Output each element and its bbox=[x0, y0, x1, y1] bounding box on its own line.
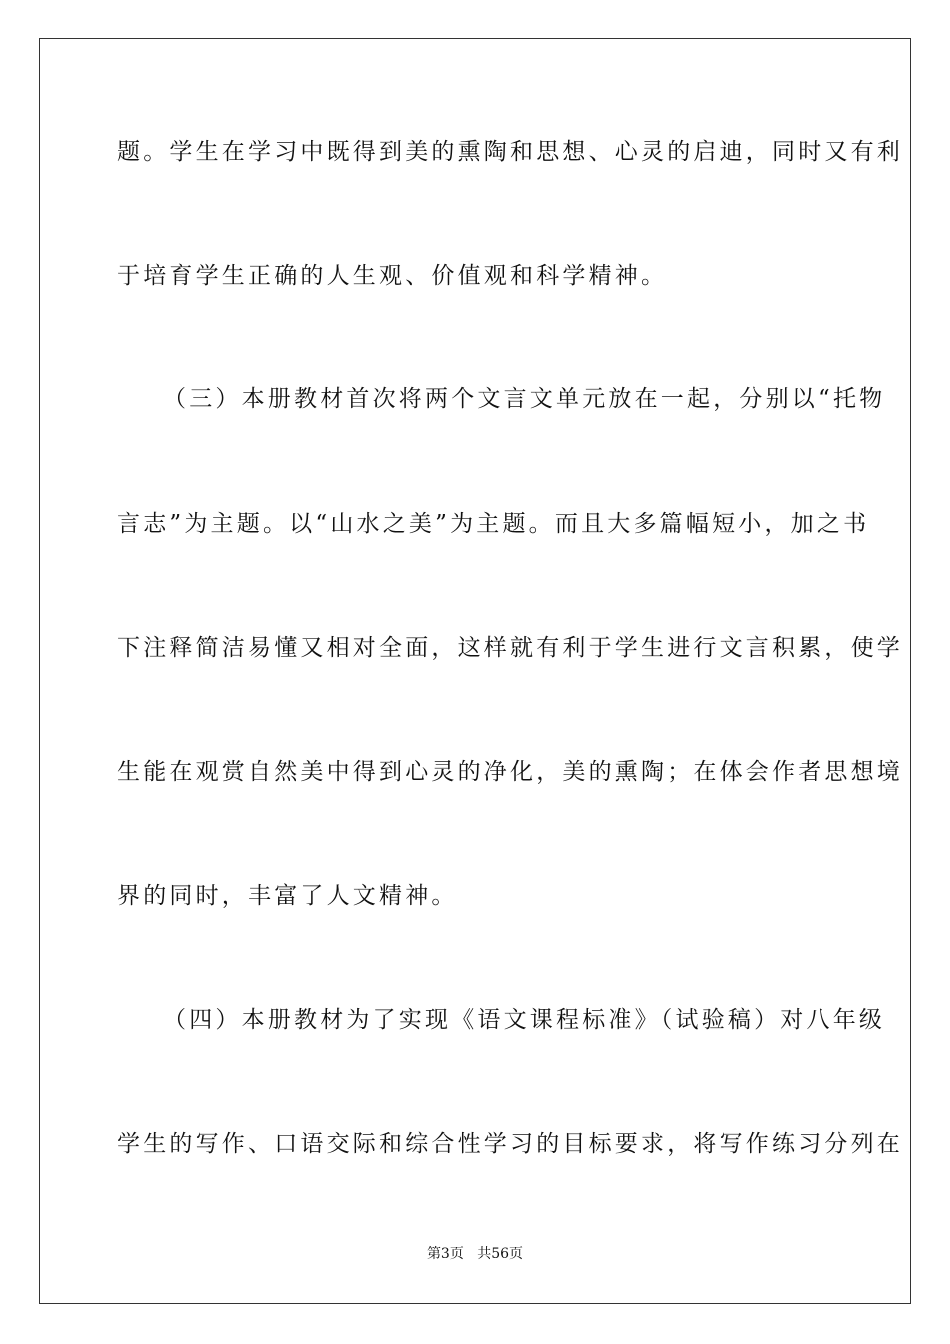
page-number: 第3页 bbox=[426, 1246, 464, 1262]
page-footer bbox=[0, 1244, 950, 1264]
page-total: 共56页 bbox=[477, 1246, 524, 1262]
text-line: 于培育学生正确的人生观、价值观和科学精神。 bbox=[117, 263, 668, 289]
paragraph-start-line: （三）本册教材首次将两个文言文单元放在一起，分别以“托物 bbox=[163, 386, 886, 412]
paragraph-start-line: （四）本册教材为了实现《语文课程标准》（试验稿）对八年级 bbox=[163, 1007, 886, 1033]
text-line: 学生的写作、口语交际和综合性学习的目标要求，将写作练习分列在 bbox=[117, 1131, 903, 1157]
text-line: 界的同时，丰富了人文精神。 bbox=[117, 883, 458, 909]
text-line: 下注释简洁易懂又相对全面，这样就有利于学生进行文言积累，使学 bbox=[117, 635, 903, 661]
text-line: 生能在观赏自然美中得到心灵的净化，美的熏陶；在体会作者思想境 bbox=[117, 759, 903, 785]
page-border bbox=[39, 38, 911, 1304]
text-line: 言志”为主题。以“山水之美”为主题。而且大多篇幅短小，加之书 bbox=[117, 511, 870, 537]
text-line: 题。学生在学习中既得到美的熏陶和思想、心灵的启迪，同时又有利 bbox=[117, 139, 903, 165]
